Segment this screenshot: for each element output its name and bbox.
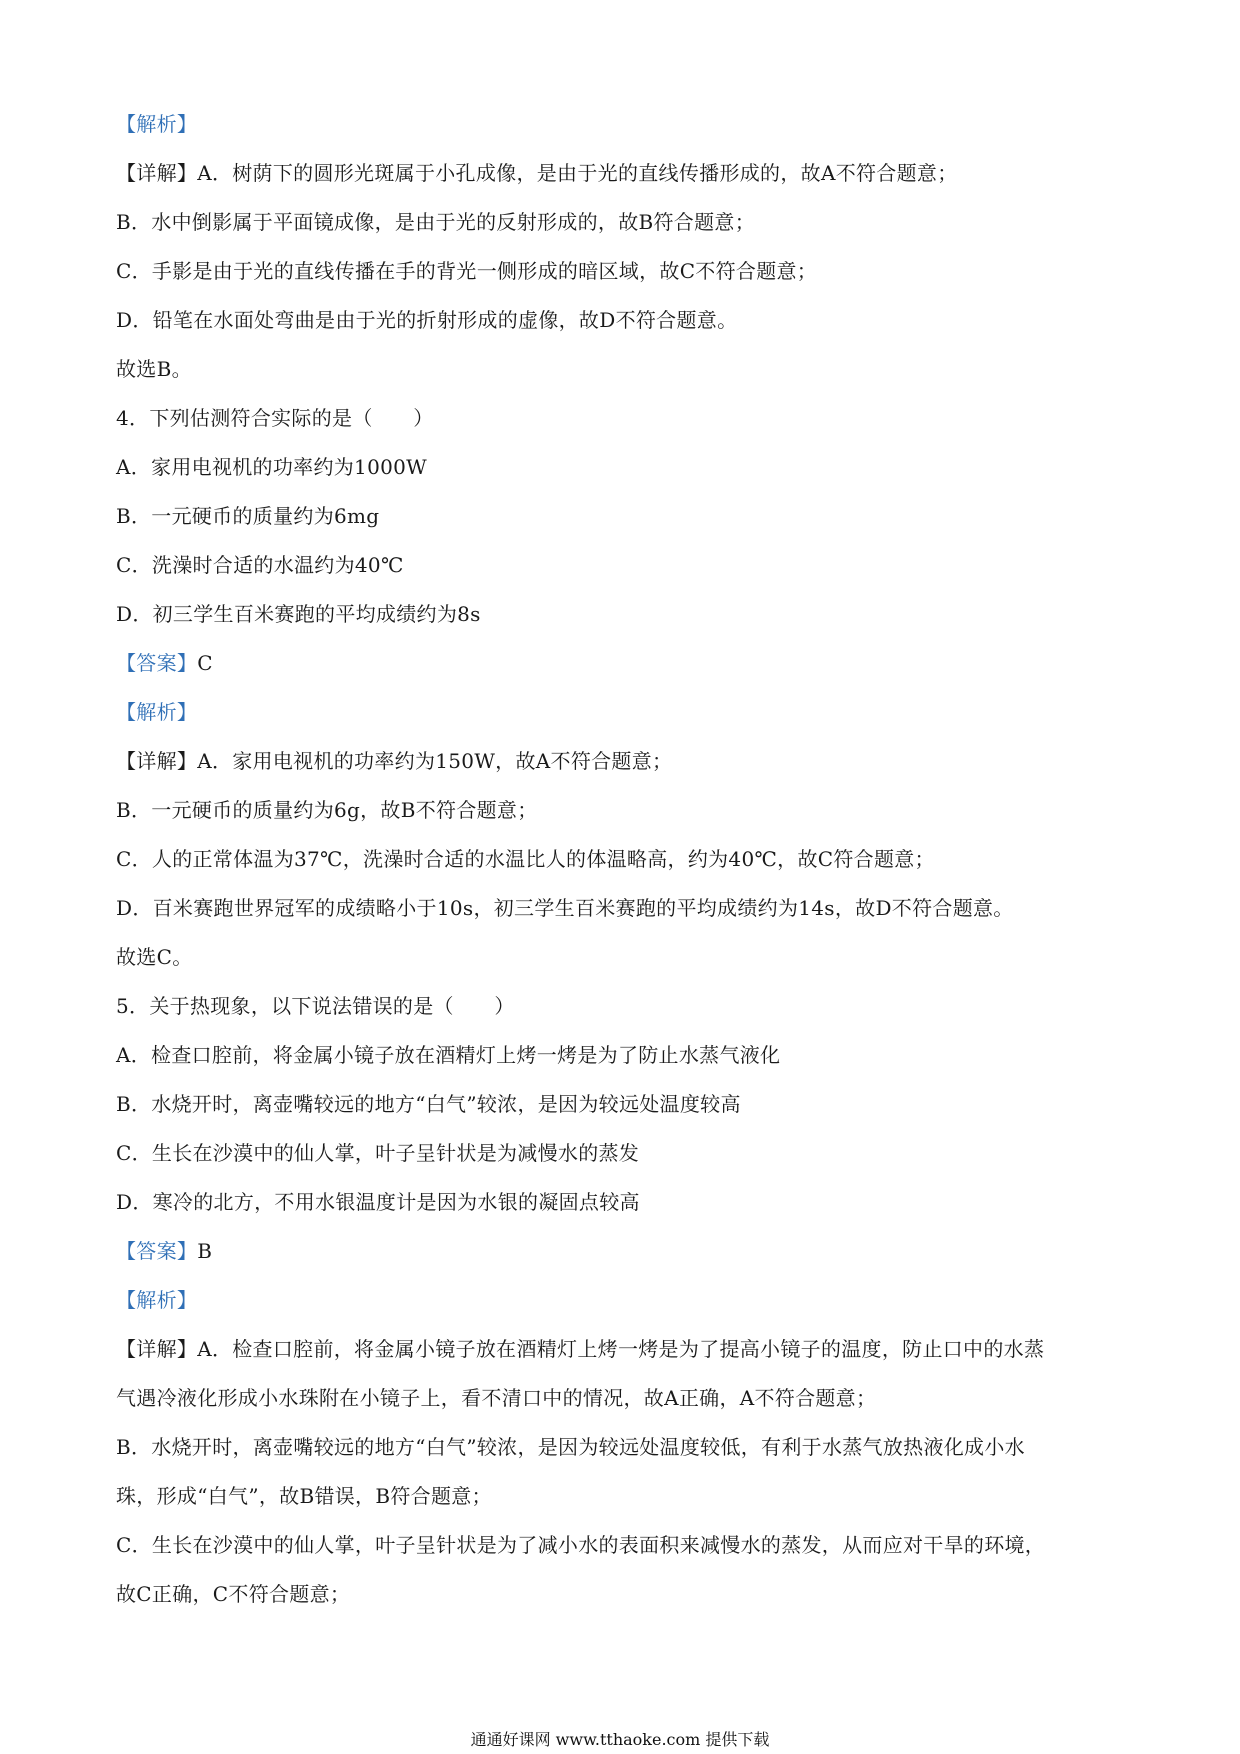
analysis-tag: 【解析】: [116, 1288, 198, 1312]
detail-line: [116, 737, 1126, 786]
detail-line: D．百米赛跑世界冠军的成绩略小于10s，初三学生百米赛跑的平均成绩约为14s，故D不符合题意。: [116, 896, 1014, 920]
answer-tag: 【答案】: [116, 651, 198, 675]
detail-line: C．手影是由于光的直线传播在手的背光一侧形成的暗区域，故C不符合题意；: [116, 259, 818, 283]
option-c: C．洗澡时合适的水温约为40℃: [116, 553, 404, 577]
answer-tag: 【答案】: [116, 1239, 198, 1263]
answer-line: [116, 1227, 1126, 1276]
option-d: D．寒冷的北方，不用水银温度计是因为水银的凝固点较高: [116, 1190, 640, 1214]
answer-value: B: [197, 1239, 213, 1263]
analysis-heading: [116, 688, 1126, 737]
option-b: B．水烧开时，离壶嘴较远的地方“白气”较浓，是因为较远处温度较高: [116, 1092, 741, 1116]
detail-tag: 【详解】: [116, 1337, 198, 1361]
detail-text: A．树荫下的圆形光斑属于小孔成像，是由于光的直线传播形成的，故A不符合题意；: [197, 161, 958, 185]
answer-value: C: [197, 651, 213, 675]
detail-line: [116, 1325, 1126, 1374]
detail-text: A．检查口腔前，将金属小镜子放在酒精灯上烤一烤是为了提高小镜子的温度，防止口中的水蒸: [197, 1337, 1045, 1361]
conclusion: 故选C。: [116, 945, 193, 969]
analysis-tag: 【解析】: [116, 112, 198, 136]
detail-line: 故C正确，C不符合题意；: [116, 1582, 351, 1606]
conclusion: 故选B。: [116, 357, 192, 381]
analysis-tag: 【解析】: [116, 700, 198, 724]
detail-line: C．生长在沙漠中的仙人掌，叶子呈针状是为了减小水的表面积来减慢水的蒸发，从而应对干旱的环境，: [116, 1533, 1046, 1557]
detail-tag: 【详解】: [116, 161, 198, 185]
option-d: D．初三学生百米赛跑的平均成绩约为8s: [116, 602, 481, 626]
option-a: A．检查口腔前，将金属小镜子放在酒精灯上烤一烤是为了防止水蒸气液化: [116, 1043, 781, 1067]
detail-line: 珠，形成“白气”，故B错误，B符合题意；: [116, 1484, 492, 1508]
detail-line: B．一元硬币的质量约为6g，故B不符合题意；: [116, 798, 538, 822]
option-b: B．一元硬币的质量约为6mg: [116, 504, 380, 528]
page-footer: 通通好课网 www.tthaoke.com 提供下载: [470, 1730, 770, 1749]
question-stem: 5．关于热现象，以下说法错误的是（ ）: [116, 994, 515, 1018]
detail-line: 气遇冷液化形成小水珠附在小镜子上，看不清口中的情况，故A正确，A不符合题意；: [116, 1386, 877, 1410]
analysis-heading: [116, 100, 1126, 149]
detail-line: B．水烧开时，离壶嘴较远的地方“白气”较浓，是因为较远处温度较低，有利于水蒸气放热液化成小水: [116, 1435, 1025, 1459]
detail-line: C．人的正常体温为37℃，洗澡时合适的水温比人的体温略高，约为40℃，故C符合题意；: [116, 847, 935, 871]
analysis-heading: [116, 1276, 1126, 1325]
document-body: [116, 100, 1126, 1619]
detail-line: B．水中倒影属于平面镜成像，是由于光的反射形成的，故B符合题意；: [116, 210, 755, 234]
question-stem: 4．下列估测符合实际的是（ ）: [116, 406, 434, 430]
detail-text: A．家用电视机的功率约为150W，故A不符合题意；: [197, 749, 673, 773]
option-c: C．生长在沙漠中的仙人掌，叶子呈针状是为减慢水的蒸发: [116, 1141, 640, 1165]
answer-line: [116, 639, 1126, 688]
detail-tag: 【详解】: [116, 749, 198, 773]
detail-line: D．铅笔在水面处弯曲是由于光的折射形成的虚像，故D不符合题意。: [116, 308, 738, 332]
detail-line: [116, 149, 1126, 198]
option-a: A．家用电视机的功率约为1000W: [116, 455, 427, 479]
